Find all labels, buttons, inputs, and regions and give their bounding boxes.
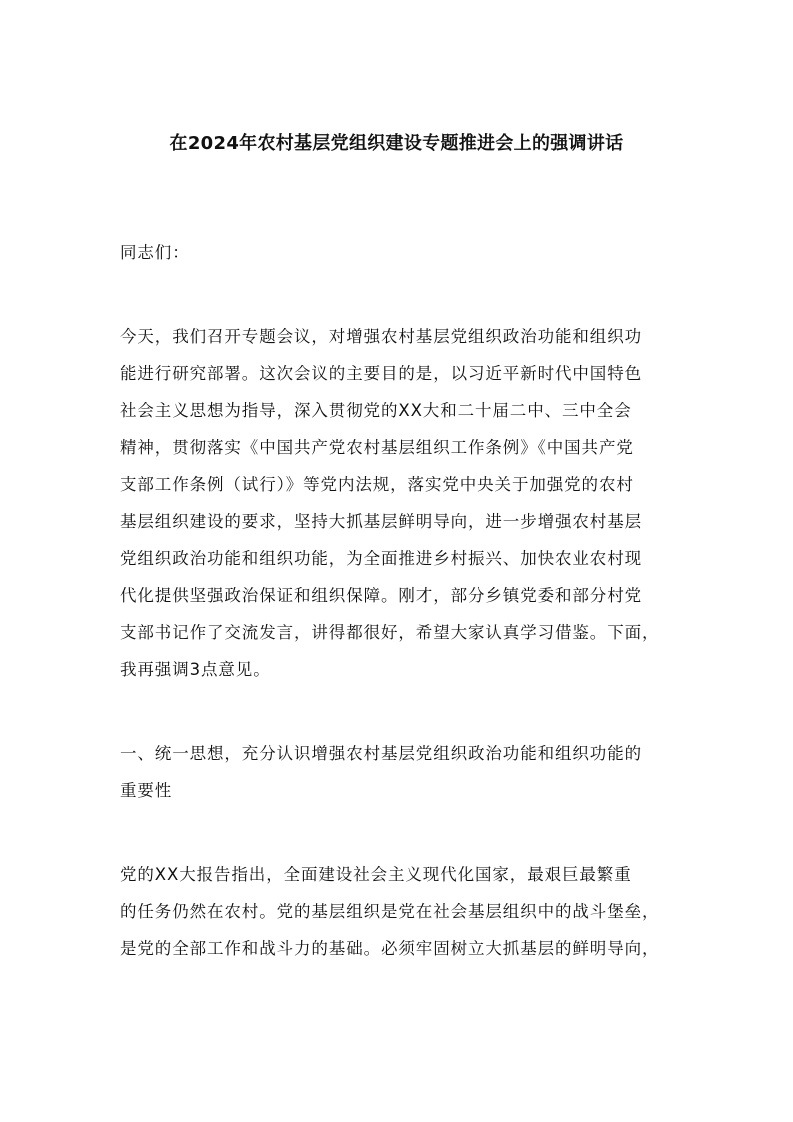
section-body-line: 是党的全部工作和战斗力的基础。必须牢固树立大抓基层的鲜明导向， xyxy=(120,939,660,958)
intro-line: 今天，我们召开专题会议，对增强农村基层党组织政治功能和组织功 xyxy=(120,327,642,346)
section-heading-line: 一、统一思想，充分认识增强农村基层党组织政治功能和组织功能的 xyxy=(120,744,642,763)
greeting: 同志们： xyxy=(120,243,190,262)
intro-line: 支部工作条例（试行）》等党内法规，落实党中央关于加强党的农村 xyxy=(120,475,634,494)
document-title: 在2024年农村基层党组织建设专题推进会上的强调讲话 xyxy=(169,133,624,154)
intro-line: 基层组织建设的要求，坚持大抓基层鲜明导向，进一步增强农村基层 xyxy=(120,512,642,531)
intro-line: 党组织政治功能和组织功能，为全面推进乡村振兴、加快农业农村现 xyxy=(120,549,642,568)
intro-line: 支部书记作了交流发言，讲得都很好，希望大家认真学习借鉴。下面， xyxy=(120,623,660,642)
intro-line: 社会主义思想为指导，深入贯彻党的XX大和二十届二中、三中全会 xyxy=(120,401,632,420)
intro-line: 精神，贯彻落实《中国共产党农村基层组织工作条例》《中国共产党 xyxy=(120,438,634,457)
section-heading-line: 重要性 xyxy=(120,781,173,800)
section-body-line: 的任务仍然在农村。党的基层组织是党在社会基层组织中的战斗堡垒， xyxy=(120,902,660,921)
section-body-line: 党的XX大报告指出，全面建设社会主义现代化国家，最艰巨最繁重 xyxy=(120,865,632,884)
intro-line: 能进行研究部署。这次会议的主要目的是，以习近平新时代中国特色 xyxy=(120,364,642,383)
intro-line: 代化提供坚强政治保证和组织保障。刚才，部分乡镇党委和部分村党 xyxy=(120,586,642,605)
intro-line: 我再强调3点意见。 xyxy=(120,660,271,679)
